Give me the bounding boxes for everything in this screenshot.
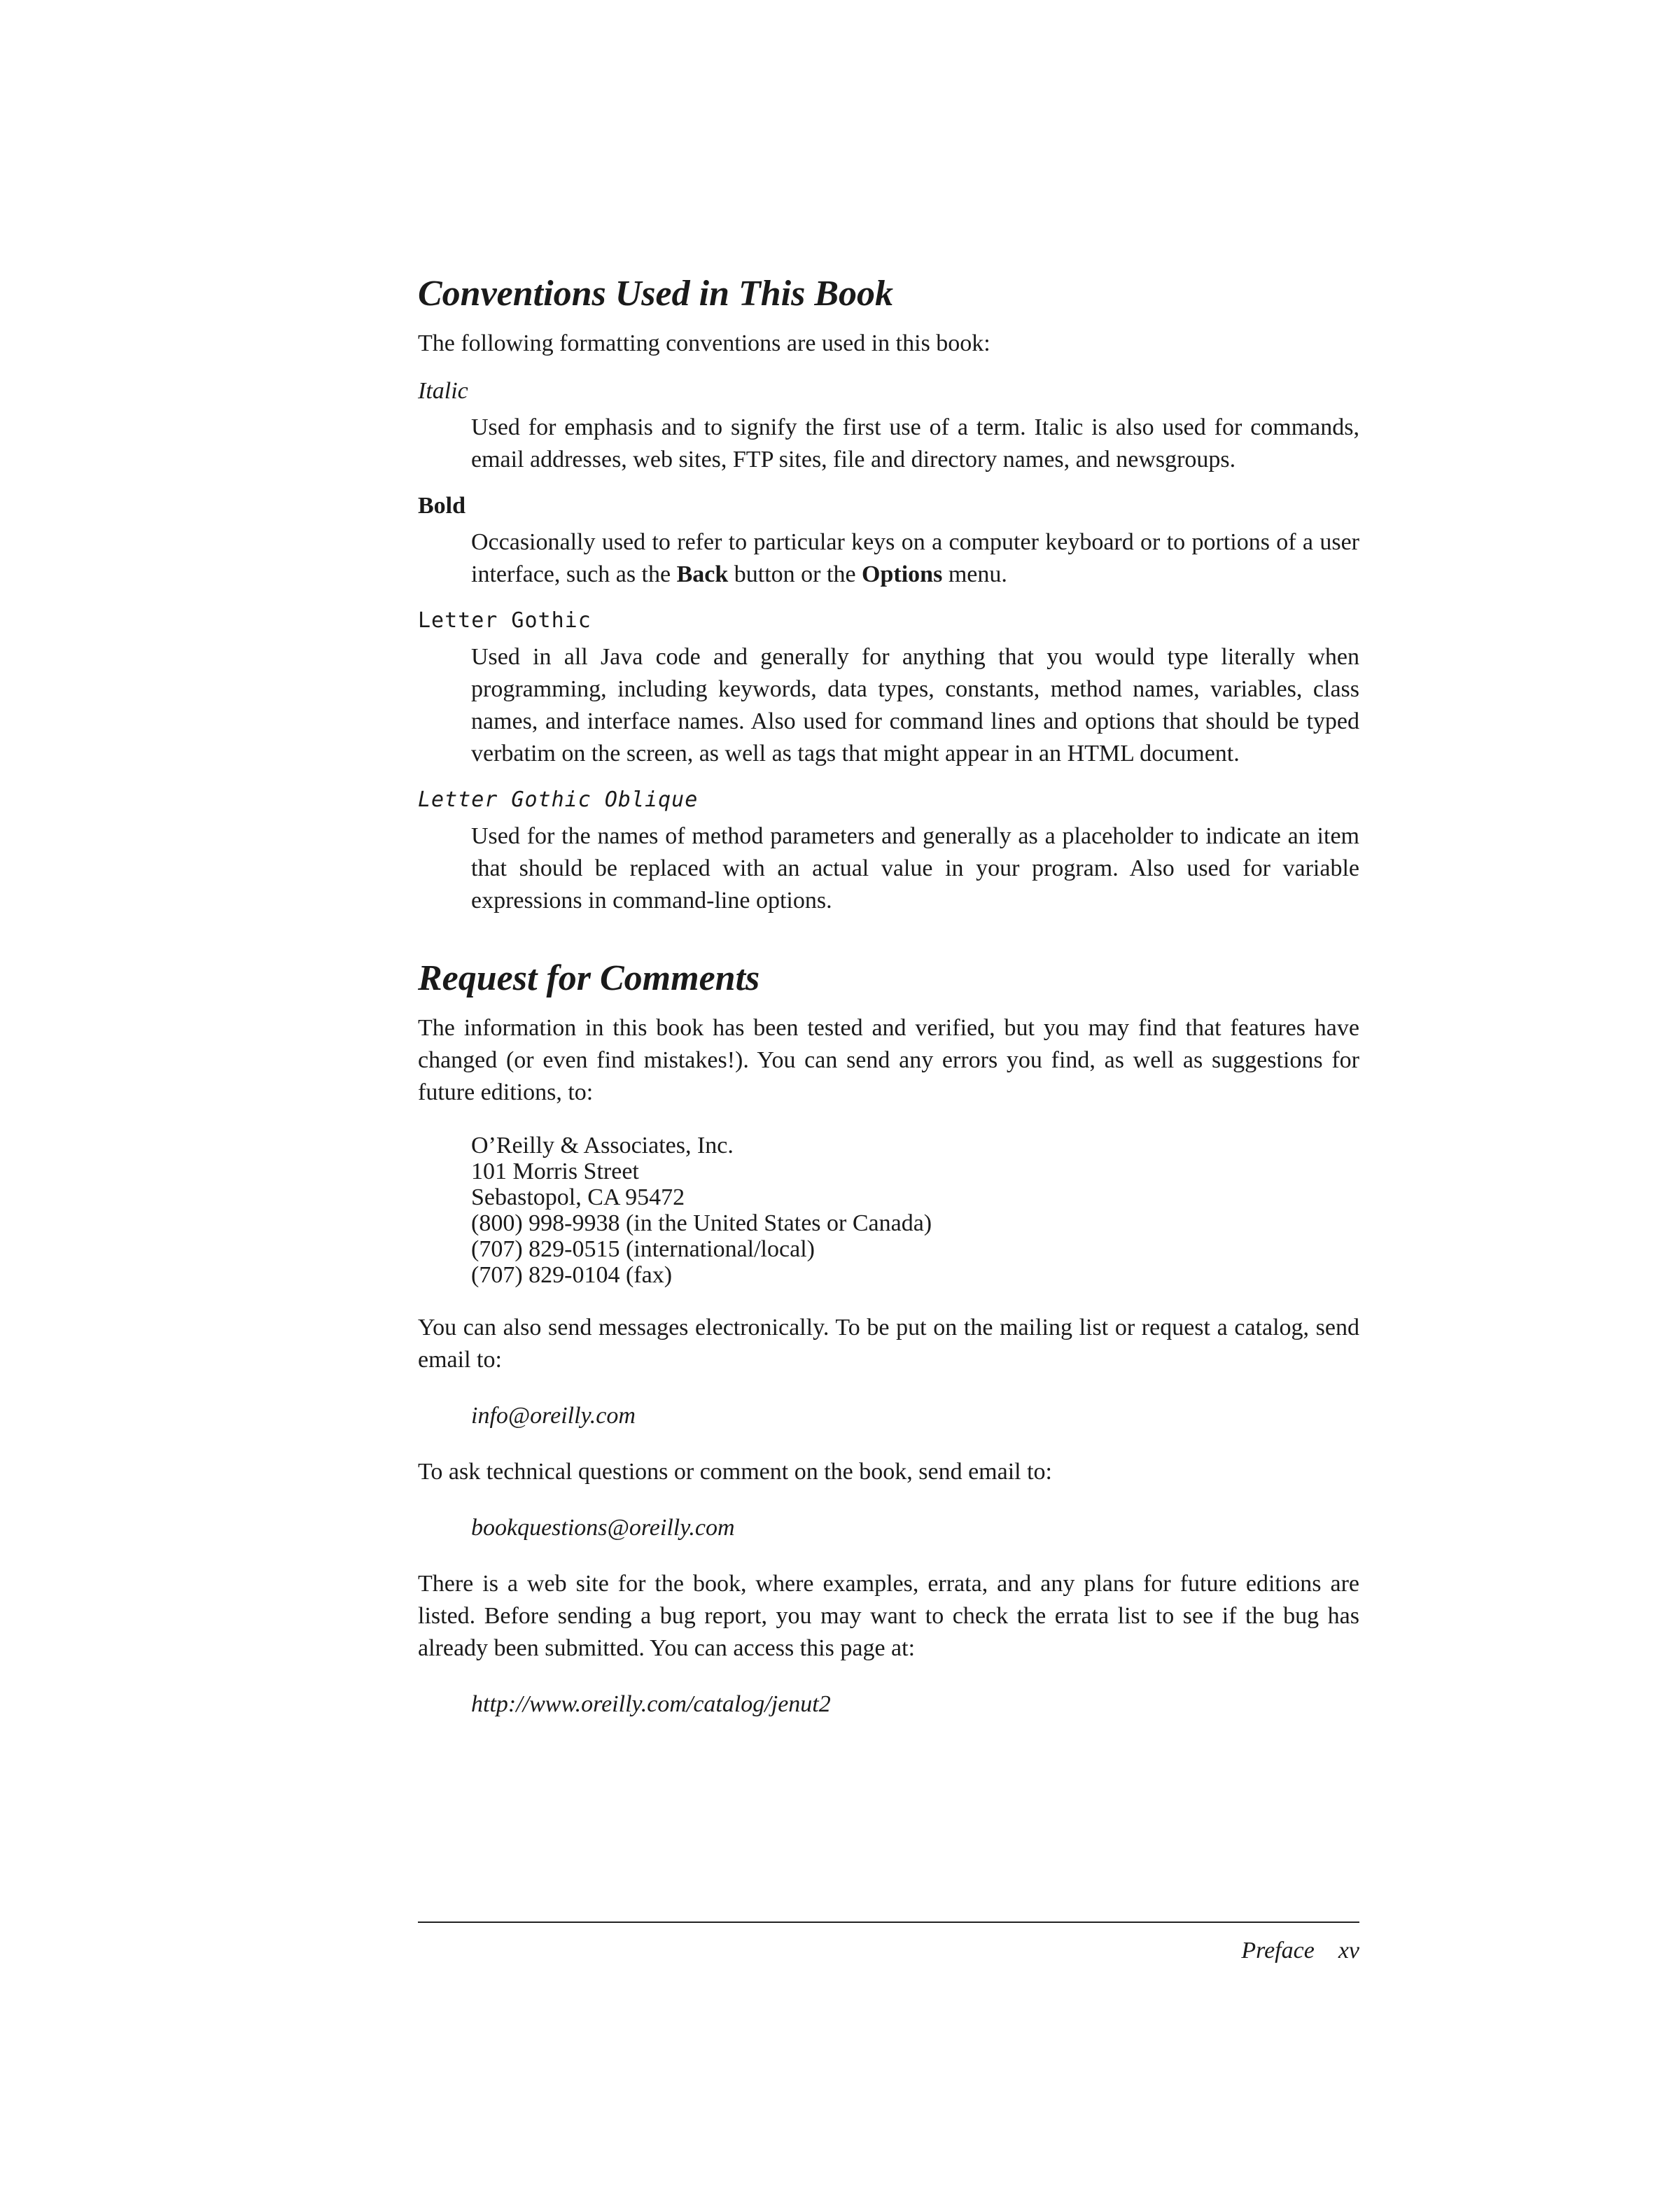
term-letter-gothic-text: Used in all Java code and generally for anything that you would type literally when programming, including keywords, data types, constants, method names, variables, class names, and interface names. Also used for command lines and options that should be typed verbatim on the screen, as well as tags that might appear in an HTML document. (471, 644, 1359, 766)
conventions-heading: Conventions Used in This Book (418, 274, 894, 314)
term-bold-label: Bold (418, 493, 466, 519)
electronic-paragraph: You can also send messages electronically. To be put on the mailing list or request a catalog, send email to: (418, 1315, 1359, 1373)
request-heading: Request for Comments (418, 958, 760, 998)
technical-paragraph: To ask technical questions or comment on the book, send email to: (418, 1459, 1052, 1485)
term-letter-gothic-oblique-text: Used for the names of method parameters and generally as a placeholder to indicate an item that should be replaced with an actual value in your program. Also used for variable expressions in command-line options. (471, 823, 1359, 913)
term-italic-text: Used for emphasis and to signify the first use of a term. Italic is also used for commands, email addresses, web sites, FTP sites, file and directory names, and newsgroups. (471, 414, 1359, 472)
page-footer (418, 1935, 1359, 1967)
page-number: xv (1338, 1938, 1359, 1963)
address-line: (800) 998-9938 (in the United States or Canada) (471, 1210, 932, 1236)
info-email-link[interactable]: info@oreilly.com (471, 1403, 636, 1429)
footer-section-name: Preface (1241, 1938, 1315, 1963)
footer-divider (418, 1921, 1359, 1923)
term-letter-gothic-oblique-label: Letter Gothic Oblique (418, 788, 699, 812)
term-italic-definition (418, 412, 1359, 476)
questions-email-link[interactable]: bookquestions@oreilly.com (471, 1515, 735, 1541)
term-letter-gothic-oblique-definition (418, 820, 1359, 917)
term-bold-definition (418, 526, 1359, 591)
mailing-address (418, 1133, 1359, 1288)
website-paragraph: There is a web site for the book, where examples, errata, and any plans for future editions are listed. Before sending a bug report, you may want to check the errata list to see if the bug has already been submitted. You can access this page at: (418, 1571, 1359, 1661)
term-letter-gothic-label: Letter Gothic (418, 608, 592, 633)
conventions-intro: The following formatting conventions are used in this book: (418, 330, 990, 356)
term-bold-text: Occasionally used to refer to particular keys on a computer keyboard or to portions of a user interface, such as the Back button or the Options menu. (471, 529, 1359, 587)
options-menu-reference: Options (862, 561, 943, 587)
back-button-reference: Back (676, 561, 729, 587)
address-line: 101 Morris Street (471, 1158, 639, 1184)
page-content (418, 273, 1359, 1721)
request-for-comments-section (418, 958, 1359, 1721)
catalog-url-link[interactable]: http://www.oreilly.com/catalog/jenut2 (471, 1691, 831, 1717)
term-letter-gothic-definition (418, 641, 1359, 770)
address-line: O’Reilly & Associates, Inc. (471, 1133, 734, 1158)
request-intro: The information in this book has been tested and verified, but you may find that features have changed (or even find mistakes!). You can send any errors you find, as well as suggestions for future editions, to: (418, 1015, 1359, 1105)
term-italic-label: Italic (418, 378, 468, 404)
address-line: (707) 829-0515 (international/local) (471, 1236, 815, 1262)
address-line: (707) 829-0104 (fax) (471, 1262, 673, 1288)
address-line: Sebastopol, CA 95472 (471, 1184, 685, 1210)
